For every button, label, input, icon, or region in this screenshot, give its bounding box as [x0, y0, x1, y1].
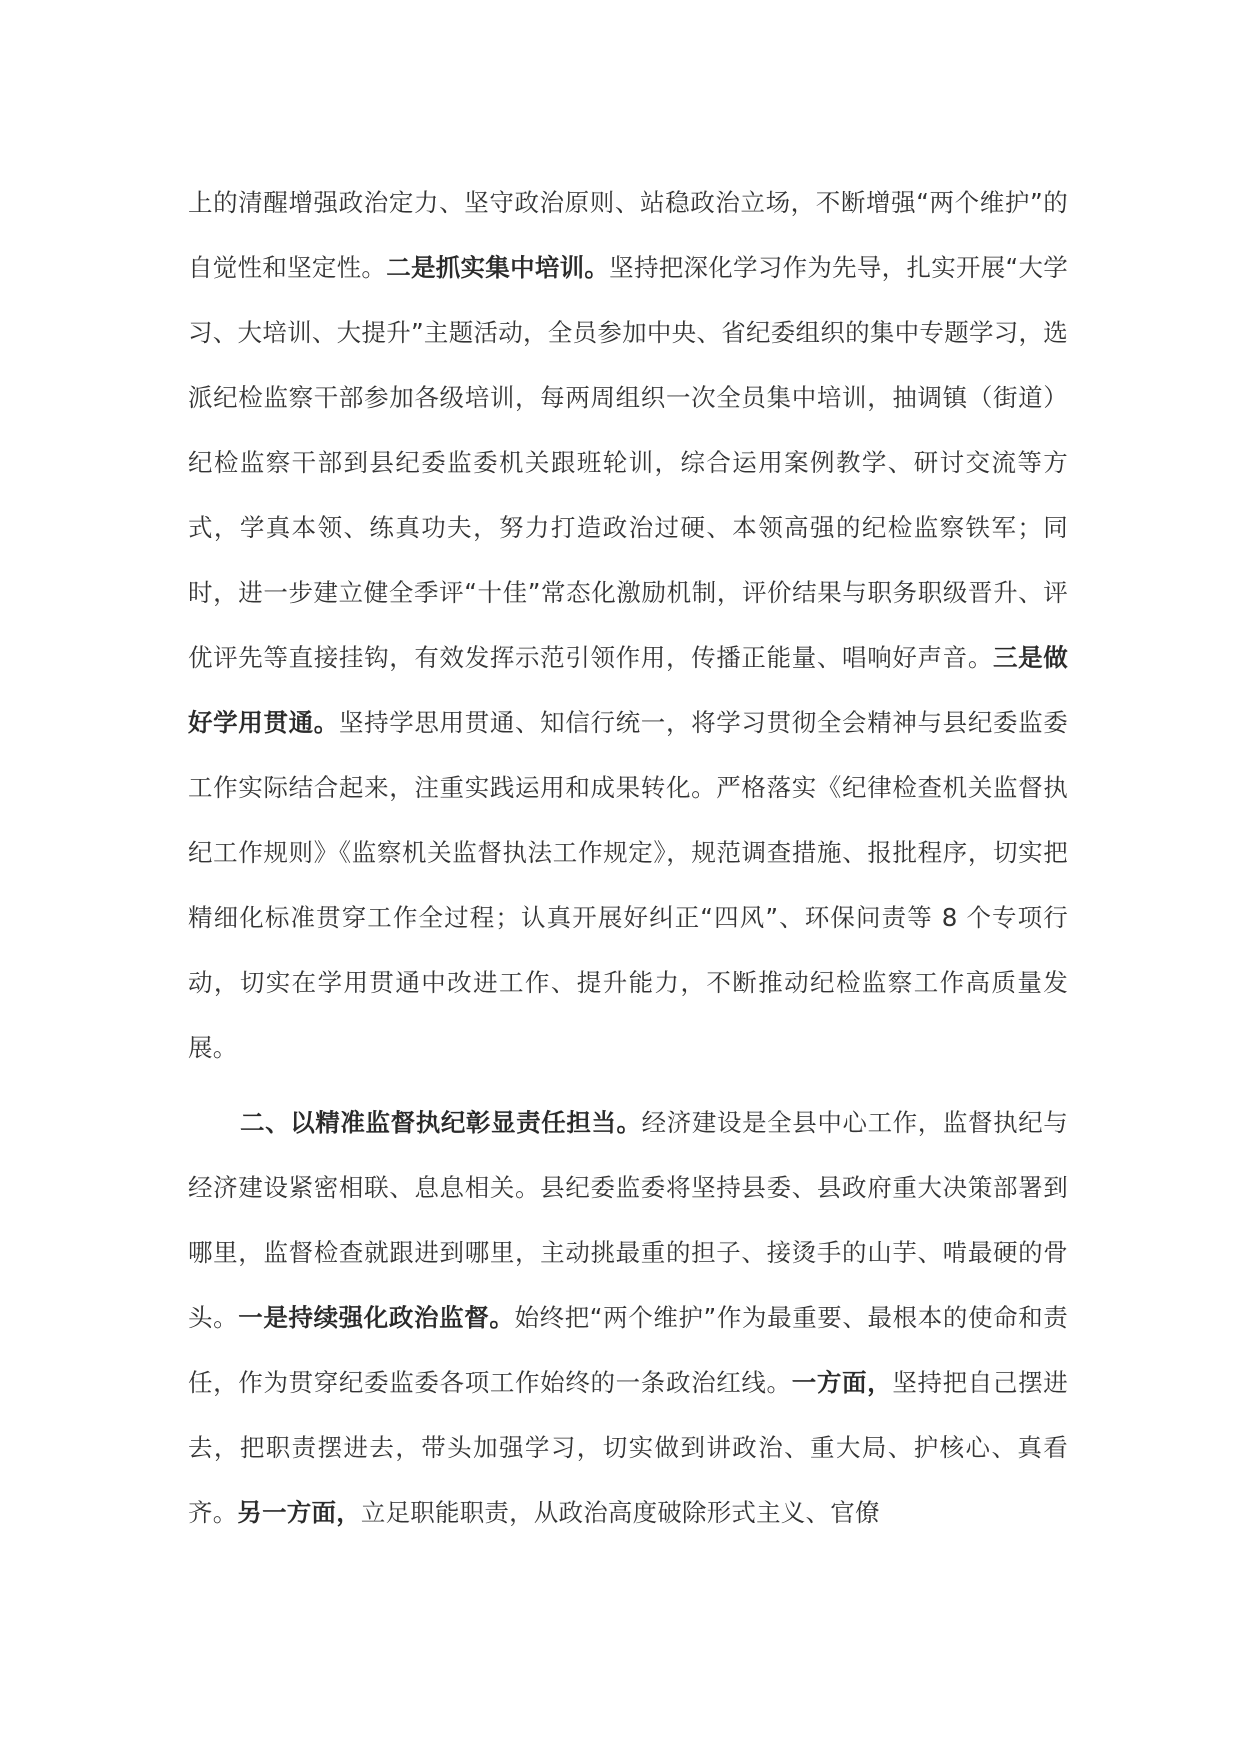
section-heading: 二、以精准监督执纪彰显责任担当。 [240, 1108, 642, 1137]
bold-heading: 另一方面， [237, 1498, 361, 1527]
paragraph-text: 立足职能职责，从政治高度破除形式主义、官僚 [360, 1498, 880, 1527]
paragraph-supervision [188, 1090, 1068, 1545]
bold-heading: 三是做好学用贯通。 [188, 643, 1068, 737]
paragraph-text: 坚持把自己摆进去，把职责摆进去，带头加强学习，切实做到讲政治、重大局、护核心、真看齐。 [188, 1368, 1068, 1527]
paragraph-text: 经济建设是全县中心工作，监督执纪与经济建设紧密相联、息息相关。县纪委监委将坚持县委、县政府重大决策部署到哪里，监督检查就跟进到哪里，主动挑最重的担子、接烫手的山芋、啃最硬的骨头。 [188, 1108, 1068, 1332]
bold-heading: 二是抓实集中培训。 [386, 253, 610, 282]
bold-heading: 一是持续强化政治监督。 [238, 1303, 515, 1332]
bold-heading: 一方面， [791, 1368, 893, 1397]
paragraph-text: 始终把“两个维护”作为最重要、最根本的使命和责任，作为贯穿纪委监委各项工作始终的一条政治红线。 [188, 1303, 1069, 1397]
paragraph-text: 上的清醒增强政治定力、坚守政治原则、站稳政治立场，不断增强“两个维护”的自觉性和坚定性。 [188, 188, 1068, 282]
paragraph-training [188, 170, 1068, 1080]
paragraph-text: 坚持把深化学习作为先导，扎实开展“大学习、大培训、大提升”主题活动，全员参加中央、省纪委组织的集中专题学习，选派纪检监察干部参加各级培训，每两周组织一次全员集中培训，抽调镇（街道）纪检监察干部到县纪委监委机关跟班轮训，综合运用案例教学、研讨交流等方式，学真本领、练真功夫，努力打造政治过硬、本领高强的纪检监察铁军；同时，进一步建立健全季评“十佳”常态化激励机制，评价结果与职务职级晋升、评优评先等直接挂钩，有效发挥示范引领作用，传播正能量、唱响好声音。 [188, 253, 1068, 672]
document-body [188, 170, 1068, 1545]
paragraph-text: 坚持学思用贯通、知信行统一，将学习贯彻全会精神与县纪委监委工作实际结合起来，注重实践运用和成果转化。严格落实《纪律检查机关监督执纪工作规则》《监察机关监督执法工作规定》，规范调查措施、报批程序，切实把精细化标准贯穿工作全过程；认真开展好纠正“四风”、环保问责等 8 个专项行动，切实在学用贯通中改进工作、提升能力，不断推动纪检监察工作高质量发展。 [188, 708, 1068, 1062]
